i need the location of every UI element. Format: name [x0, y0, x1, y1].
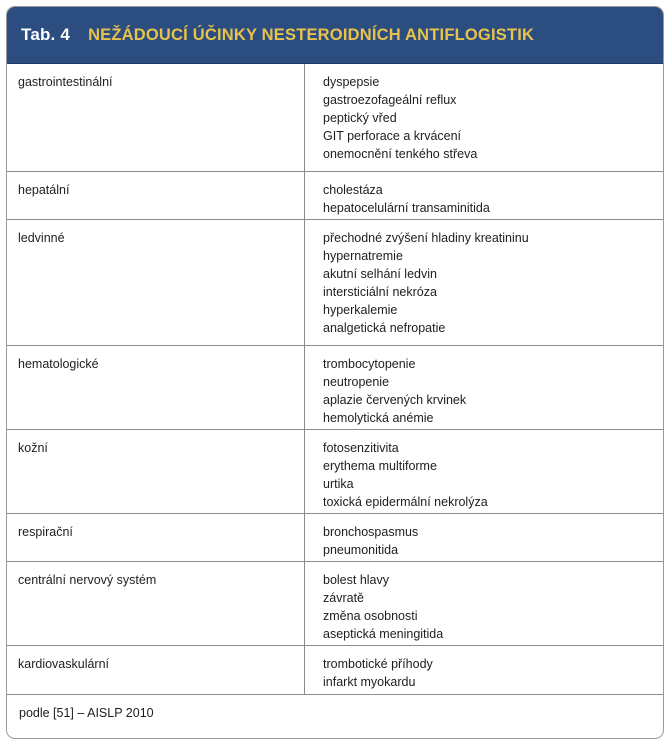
source-note: podle [51] – AISLP 2010	[19, 706, 154, 720]
effect-item: cholestáza	[323, 183, 383, 197]
table-number: Tab. 4	[21, 25, 71, 44]
effect-item: přechodné zvýšení hladiny kreatininu	[323, 231, 529, 245]
table-row	[7, 172, 663, 220]
effects-cell	[305, 172, 663, 219]
effect-item: akutní selhání ledvin	[323, 267, 437, 281]
effect-item: aplazie červených krvinek	[323, 393, 467, 407]
table-body	[7, 64, 663, 695]
table-row	[7, 346, 663, 430]
effect-item: infarkt myokardu	[323, 675, 416, 689]
effect-item: intersticiální nekróza	[323, 285, 437, 299]
effect-item: erythema multiforme	[323, 459, 437, 473]
effect-item: toxická epidermální nekrolýza	[323, 495, 488, 509]
effect-item: hypernatremie	[323, 249, 403, 263]
effect-item: hepatocelulární transaminitida	[323, 201, 490, 215]
effect-item: fotosenzitivita	[323, 441, 399, 455]
effect-item: hyperkalemie	[323, 303, 398, 317]
category-cell: ledvinné	[7, 220, 305, 345]
effects-cell	[305, 220, 663, 345]
effects-cell	[305, 64, 663, 171]
table-row	[7, 646, 663, 695]
table-row	[7, 430, 663, 514]
effect-item: změna osobnosti	[323, 609, 418, 623]
effect-item: gastroezofageální reflux	[323, 93, 457, 107]
category-cell: hepatální	[7, 172, 305, 219]
category-cell: gastrointestinální	[7, 64, 305, 171]
effects-cell	[305, 514, 663, 561]
effect-item: bronchospasmus	[323, 525, 419, 539]
effect-item: peptický vřed	[323, 111, 397, 125]
table-title: NEŽÁDOUCÍ ÚČINKY NESTEROIDNÍCH ANTIFLOGISTIK	[88, 25, 535, 44]
category-cell: hematologické	[7, 346, 305, 429]
effect-item: závratě	[323, 591, 364, 605]
effects-cell	[305, 430, 663, 513]
effect-item: aseptická meningitida	[323, 627, 444, 641]
table-header	[7, 7, 663, 64]
effect-item: onemocnění tenkého střeva	[323, 147, 478, 161]
table-row	[7, 514, 663, 562]
category-cell: kožní	[7, 430, 305, 513]
table-row	[7, 562, 663, 646]
table-row	[7, 64, 663, 172]
effect-item: neutropenie	[323, 375, 390, 389]
effect-item: pneumonitida	[323, 543, 399, 557]
effect-item: analgetická nefropatie	[323, 321, 446, 335]
category-cell: respirační	[7, 514, 305, 561]
effect-item: urtika	[323, 477, 354, 491]
effect-item: trombotické příhody	[323, 657, 433, 671]
effects-cell	[305, 562, 663, 645]
effect-item: dyspepsie	[323, 75, 380, 89]
effect-item: GIT perforace a krvácení	[323, 129, 462, 143]
effect-item: trombocytopenie	[323, 357, 416, 371]
category-cell: kardiovaskulární	[7, 646, 305, 694]
table-row	[7, 220, 663, 346]
category-cell: centrální nervový systém	[7, 562, 305, 645]
effects-cell	[305, 646, 663, 694]
effect-item: hemolytická anémie	[323, 411, 434, 425]
effect-item: bolest hlavy	[323, 573, 390, 587]
effects-cell	[305, 346, 663, 429]
table-frame	[6, 6, 664, 739]
